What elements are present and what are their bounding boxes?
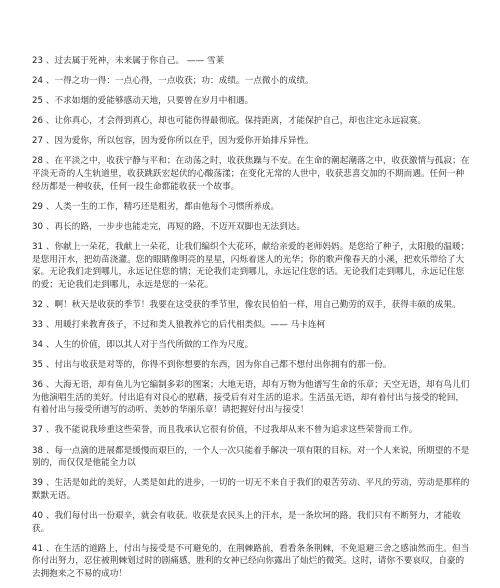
- quote-entry-39: 39 、生活是如此的美好，人类是如此的进步，一切的一切无不来自于我们的艰苦劳动、平凡的劳动，劳动是那样的默默无语。: [32, 478, 470, 501]
- quote-entry-28: 28 、在平淡之中，收获宁静与平和；在动荡之时，收获焦躁与不安。在生命的潮起潮落之中，收获激情与孤寂；在平淡无奇的人生轨道里，收获跳跃宏起伏的心酸荡漾；在变化无常的人世中，收获悲喜交加的不期而遇。任何一种经历都是一种收获，任何一段生命都能收获一个故事。: [32, 156, 470, 192]
- quote-entry-25: 25 、不求如烟的爱能够感动天地，只要曾在岁月中相遇。: [32, 96, 254, 107]
- quote-list: [32, 55, 472, 588]
- quote-entry-26: 26 、让你真心，才会得到真心，却也可能伤得最彻底。保持距离，才能保护自己，却也注定永远寂寞。: [32, 116, 427, 127]
- quote-entry-32: 32 、啊！秋天是收获的季节！我要在这受获的季节里，像农民伯伯一样，用自己勤劳的双手，获得丰硕的成果。: [32, 299, 461, 310]
- quote-entry-30: 30 、再长的路，一步步也能走完，再短的路，不迈开双脚也无法到达。: [32, 221, 306, 232]
- quote-entry-23: 23 、过去属于死神，未来属于你自己。 —— 雪莱: [32, 56, 225, 66]
- quote-entry-38: 38 、每一点滴的进展都是缓慢而艰巨的，一个人一次只能着手解决一项有限的目标。对一个人来说，所期望的不是别的，而仅仅是他能全力以: [32, 445, 470, 469]
- quote-entry-37: 37 、我不能说我珍重这些荣誉，而且我承认它很有价值，不过我却从来不曾为追求这些荣誉而工作。: [32, 425, 418, 436]
- quote-entry-41: 41 、在生活的道路上，付出与接受是不可避免的，在荆棘路前，看看条条荆棘，不免退避三舍之感油然而生。但当你付出努力，忍住被荆棘划过时的剧痛感，胜利的女神已经向你露出了灿烂的微笑。这时，请你不要哀叹，自豪的去拥抱来之不易的成功！: [32, 543, 470, 579]
- quote-entry-24: 24 、一得之功一得：一点心得，一点收获；功：成绩。一点微小的成绩。: [32, 76, 314, 87]
- quote-entry-34: 34 、人生的价值，即以其人对于当代所做的工作为尺度。: [32, 340, 254, 350]
- quote-entry-29: 29 、人类一生的工作，精巧还是粗劣，都由他每个习惯所养成。: [32, 201, 280, 212]
- quote-entry-36: 36 、大海无语，却有鱼儿为它编制多彩的图案；大地无语，却有万物为他谱写生命的乐章；天空无语，却有鸟儿们为他演唱生活的美好。付出追有对良心的慰藉，接受后有对生活的追求。生活虽无语，却有着付出与接受的轮回，有着付出与接受所谱写的动听、美妙的华丽乐章！请把握好付出与接受！: [32, 380, 470, 416]
- quote-entry-35: 35 、付出与收获是对等的，你得不到你想要的东西，因为你自己都不想付出你拥有的那一份。: [32, 360, 392, 371]
- quote-entry-33: 33 、用暖打来教育孩子，不过和类人狼教养它的后代相类似。—— 马卡连柯: [32, 319, 326, 330]
- quote-entry-31: 31 、你献上一朵花，我献上一朵花，让我们编织个大花环，献给亲爱的老师妈妈。是您给了种子，太阳般的温暖；是您用汗水，把幼苗浇灌。您的眼睛像明亮的星星，闪烁着迷人的光华；你的歌声像春天的小溪，把欢乐带给了大家。无论我们走到哪儿，永远记住您的情；无论我们走到哪儿，永远记住您的话。无论我们走到哪儿，永远记住您的爱；无论我们走到哪儿，永远是您的一朵花。: [32, 241, 470, 290]
- quote-entry-40: 40 、我们每付出一份艰辛，就会有收获。收获是农民头上的汗水，是一条坎坷的路。我们只有不断努力，才能收获。: [32, 510, 461, 534]
- quote-entry-27: 27 、因为爱你，所以包容，因为爱你所以在乎，因为爱你开始排斥异性。: [32, 136, 314, 147]
